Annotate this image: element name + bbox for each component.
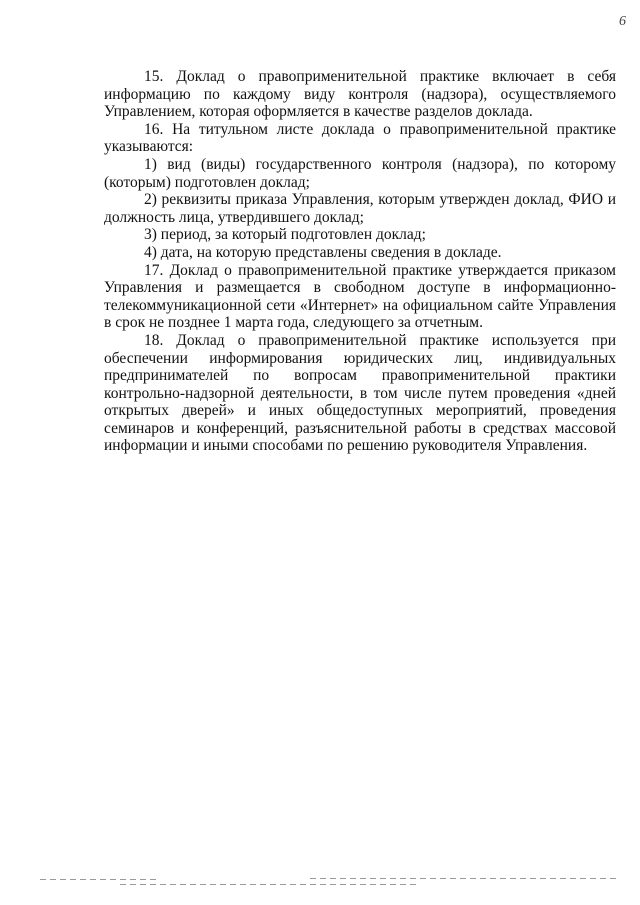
list-item-2: 2) реквизиты приказа Управления, которым утвержден доклад, ФИО и должность лица, утвердившего доклад; <box>104 191 616 226</box>
list-item-1: 1) вид (виды) государственного контроля (надзора), по которому (которым) подготовлен доклад; <box>104 155 616 191</box>
scan-dash-line <box>310 878 620 879</box>
scan-dash-line <box>120 884 420 885</box>
list-item-4: 4) дата, на которую представлены сведения в докладе. <box>144 243 502 261</box>
paragraph-16: 16. На титульном листе доклада о правоприменительной практике указываются: <box>104 120 616 156</box>
scan-footer-artifact <box>40 877 620 887</box>
paragraph-15: 15. Доклад о правоприменительной практике включает в себя информацию по каждому виду контроля (надзора), осуществляемого Управлением, которая оформляется в качестве разделов доклада. <box>104 68 616 121</box>
page-number: 6 <box>619 14 626 29</box>
paragraph-18: 18. Доклад о правоприменительной практике используется при обеспечении информирования юридических лиц, индивидуальных предпринимателей по вопросам правоприменительной практики контрольно-надзорной деятельности, в том числе путем проведения «дней открытых дверей» и иных общедоступных мероприятий, проведения семинаров и конференций, разъяснительной работы в средствах массовой информации и иными способами по решению руководителя Управления. <box>104 331 616 455</box>
document-body <box>104 68 616 455</box>
paragraph-17: 17. Доклад о правоприменительной практике утверждается приказом Управления и размещается в свободном доступе в информационно-телекоммуникационной сети «Интернет» на официальном сайте Управления в срок не позднее 1 марта года, следующего за отчетным. <box>104 261 616 332</box>
scan-dash-line <box>40 879 160 880</box>
list-item-3: 3) период, за который подготовлен доклад; <box>144 226 426 244</box>
